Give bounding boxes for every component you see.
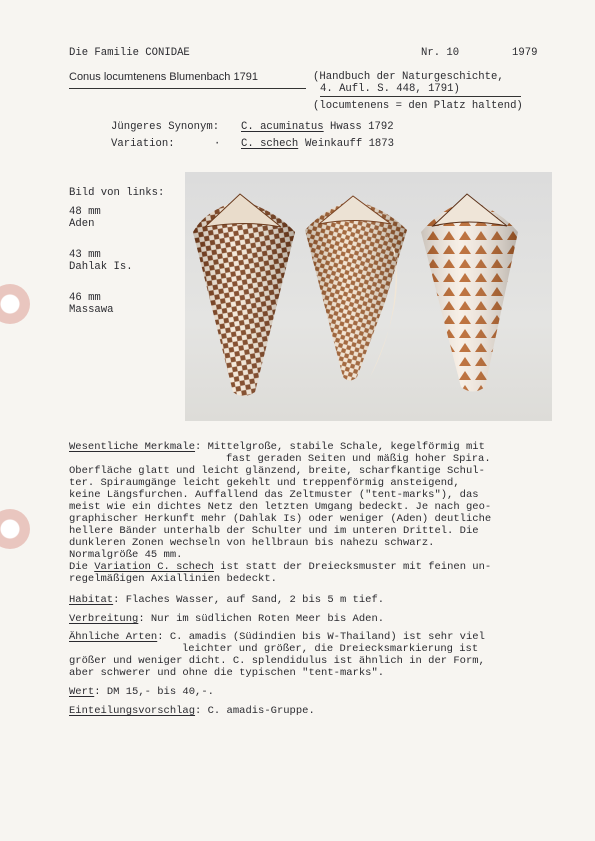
- classification-line: [69, 705, 315, 717]
- distribution-label: Verbreitung: [69, 613, 139, 625]
- value-line: [69, 686, 214, 698]
- description-first-line: : Mittelgroße, stabile Schale, kegelförmig mit: [195, 441, 485, 453]
- reference-line-2: 4. Aufl. S. 448, 1791): [320, 83, 460, 95]
- variation-dot: ·: [214, 138, 221, 150]
- specimen-2-locality: Dahlak Is.: [69, 261, 133, 273]
- punch-hole-bottom: [0, 509, 30, 549]
- synonym-author: Hwass 1792: [330, 121, 394, 133]
- variation-description-line-2: regelmäßigen Axiallinien bedeckt.: [69, 573, 277, 585]
- distribution-line: [69, 613, 384, 625]
- synonym-label: Jüngeres Synonym:: [111, 121, 220, 133]
- description-line-1: [69, 441, 485, 453]
- family-heading: Die Familie CONIDAE: [69, 47, 190, 59]
- variation-author: Weinkauff 1873: [305, 138, 395, 150]
- description-line-8: hellere Bänder unterhalb der Schulter und im unteren Drittel. Die: [69, 525, 479, 537]
- specimen-2-size: 43 mm: [69, 249, 101, 261]
- shell-dahlak: [305, 196, 407, 381]
- classification-text: : C. amadis-Gruppe.: [195, 705, 315, 717]
- description-label: Wesentliche Merkmale: [69, 441, 196, 453]
- punch-hole-top: [0, 284, 30, 324]
- shell-aden: [193, 194, 295, 396]
- habitat-text: : Flaches Wasser, auf Sand, 2 bis 5 m tief.: [113, 594, 385, 606]
- similar-species-text-1: : C. amadis (Südindien bis W-Thailand) ist sehr viel: [157, 631, 485, 643]
- reference-underline: [320, 96, 521, 97]
- species-name: Conus locumtenens Blumenbach 1791: [69, 71, 258, 83]
- description-line-2: fast geraden Seiten und mäßig hoher Spira.: [226, 453, 491, 465]
- specimen-1-size: 48 mm: [69, 206, 101, 218]
- year: 1979: [512, 47, 538, 59]
- similar-species-line-2: leichter und größer, die Dreiecksmarkierung ist: [182, 643, 479, 655]
- habitat-line: [69, 594, 384, 606]
- specimen-3-locality: Massawa: [69, 304, 114, 316]
- value-text: : DM 15,- bis 40,-.: [94, 686, 214, 698]
- shell-photo-illustration: [185, 172, 552, 421]
- species-underline: [69, 88, 306, 89]
- description-line-5: keine Längsfurchen. Auffallend das Zeltmuster ("tent-marks"), das: [69, 489, 479, 501]
- variation-description-label: Variation C. schech: [94, 561, 214, 573]
- distribution-text: : Nur im südlichen Roten Meer bis Aden.: [138, 613, 385, 625]
- sheet-number: Nr. 10: [421, 47, 460, 59]
- variation-prefix: Die: [69, 561, 95, 573]
- similar-species-label: Ähnliche Arten: [69, 631, 158, 643]
- value-label: Wert: [69, 686, 95, 698]
- shell-photo: [185, 172, 552, 421]
- variation-label: Variation:: [111, 138, 175, 150]
- similar-species-line-4: aber schwerer und ohne die typischen "tent-marks".: [69, 667, 385, 679]
- description-line-7: graphischer Herkunft mehr (Dahlak Is) oder weniger (Aden) deutliche: [69, 513, 492, 525]
- habitat-label: Habitat: [69, 594, 114, 606]
- description-line-6: meist wie ein dichtes Netz den letzten Umgang bedeckt. Je nach geo-: [69, 501, 492, 513]
- reference-line-1: (Handbuch der Naturgeschichte,: [313, 71, 504, 83]
- specimen-1-locality: Aden: [69, 218, 95, 230]
- specimen-3-size: 46 mm: [69, 292, 101, 304]
- description-line-4: ter. Spiraumgänge leicht gekehlt und treppenförmig ansteigend,: [69, 477, 460, 489]
- similar-species-line-3: größer und weniger dicht. C. splendidulus ist ähnlich in der Form,: [69, 655, 485, 667]
- variation-description-line-1: [69, 561, 491, 573]
- variation-name: C. schech: [241, 138, 299, 150]
- figure-caption-title: Bild von links:: [69, 187, 165, 199]
- similar-species-line-1: [69, 631, 485, 643]
- shell-massawa: [421, 194, 518, 392]
- description-line-10: Normalgröße 45 mm.: [69, 549, 183, 561]
- variation-description-rest: ist statt der Dreiecksmuster mit feinen un-: [213, 561, 492, 573]
- name-meaning: (locumtenens = den Platz haltend): [313, 100, 523, 112]
- description-line-3: Oberfläche glatt und leicht glänzend, breite, scharfkantige Schul-: [69, 465, 485, 477]
- classification-label: Einteilungsvorschlag: [69, 705, 196, 717]
- description-line-9: dunkleren Zonen wechseln von hellbraun bis nahezu schwarz.: [69, 537, 435, 549]
- synonym-name: C. acuminatus: [241, 121, 324, 133]
